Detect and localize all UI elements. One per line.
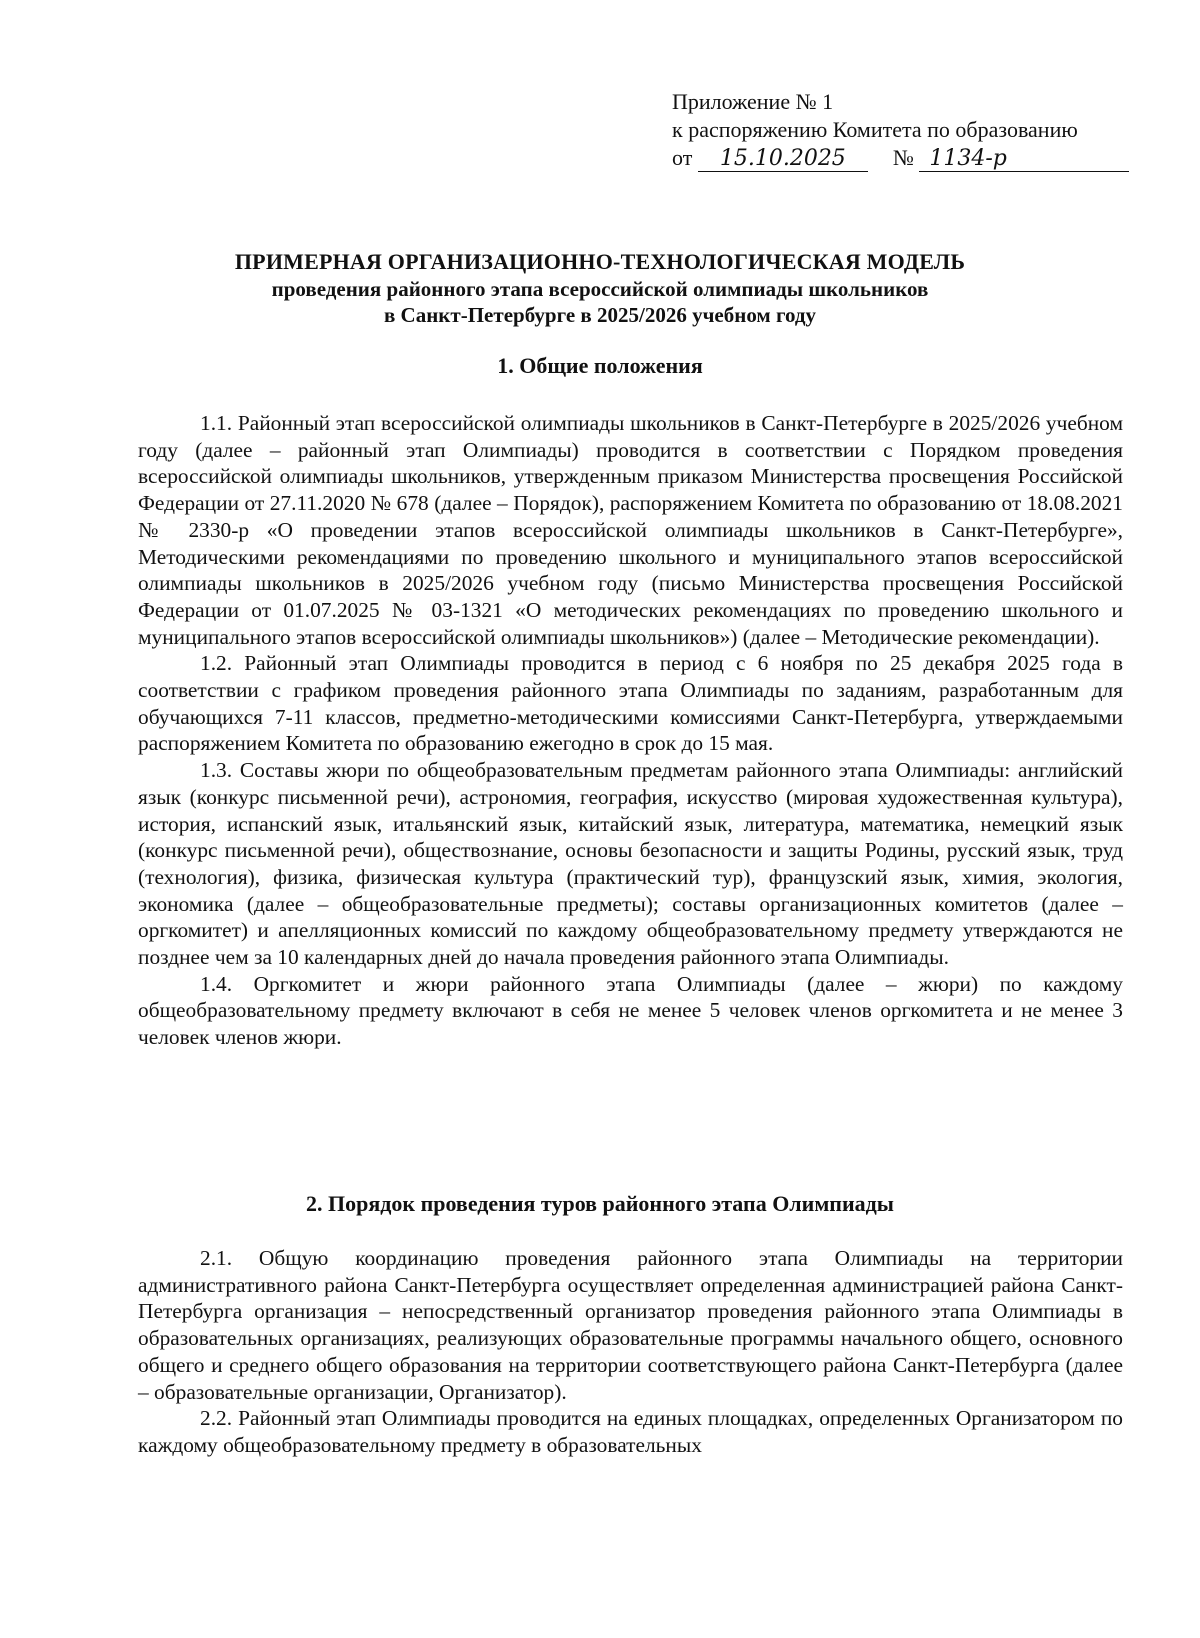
document-subtitle-2: в Санкт-Петербурге в 2025/2026 учебном году xyxy=(383,303,817,327)
paragraph-1-4: 1.4. Оргкомитет и жюри районного этапа Олимпиады (далее – жюри) по каждому общеобразовательному предмету включают в себя не менее 5 человек членов оргкомитета и не менее 3 человек членов жюри. xyxy=(138,971,1123,1050)
section-2-body xyxy=(138,1245,1123,1459)
section-1-body xyxy=(138,410,1123,1051)
paragraph-1-3: 1.3. Составы жюри по общеобразовательным предметам районного этапа Олимпиады: английский язык (конкурс письменной речи), астрономия, география, искусство (мировая художественная культура), история, испанский язык, итальянский язык, китайский язык, литература, математика, немецкий язык (конкурс письменной речи), обществознание, основы безопасности и защиты Родины, русский язык, труд (технология), физика, физическая культура (практический тур), французский язык, химия, экология, экономика (далее – общеобразовательные предметы); составы организационных комитетов (далее – оргкомитет) и апелляционных комиссий по каждому общеобразовательному предмету утверждаются не позднее чем за 10 календарных дней до начала проведения районного этапа Олимпиады. xyxy=(138,758,1123,970)
section-heading-1: 1. Общие положения xyxy=(497,353,703,378)
document-subtitle-1: проведения районного этапа всероссийской олимпиады школьников xyxy=(271,277,929,301)
paragraph-2-2: 2.2. Районный этап Олимпиады проводится на единых площадках, определенных Организатором по каждому общеобразовательному предмету в образовательных xyxy=(138,1406,1123,1457)
annex-order-ref: к распоряжению Комитета по образованию xyxy=(672,117,1078,142)
annex-from-label: от xyxy=(672,145,693,170)
annex-title: Приложение № 1 xyxy=(672,89,834,114)
paragraph-2-1: 2.1. Общую координацию проведения районного этапа Олимпиады на территории административного района Санкт-Петербурга осуществляет определенная администрацией района Санкт-Петербурга организация – непосредственный организатор проведения районного этапа Олимпиады в образовательных организациях, реализующих образовательные программы начального общего, основного общего и среднего общего образования на территории соответствующего района Санкт-Петербурга (далее – образовательные организации, Организатор). xyxy=(138,1246,1123,1404)
annex-number-sign: № xyxy=(892,145,914,170)
annex-block xyxy=(672,88,1192,172)
annex-date-number-line xyxy=(672,144,1192,172)
handwritten-date: 15.10.2025 xyxy=(698,147,868,172)
paragraph-1-1: 1.1. Районный этап всероссийской олимпиады школьников в Санкт-Петербурге в 2025/2026 учебном году (далее – районный этап Олимпиады) проводится в соответствии с Порядком проведения всероссийской олимпиады школьников, утвержденным приказом Министерства просвещения Российской Федерации от 27.11.2020 № 678 (далее – Порядок), распоряжением Комитета по образованию от 18.08.2021 № 2330-р «О проведении этапов всероссийской олимпиады школьников в Санкт-Петербурге», Методическими рекомендациями по проведению школьного и муниципального этапов всероссийской олимпиады школьников в 2025/2026 учебном году (письмо Министерства просвещения Российской Федерации от 01.07.2025 № 03-1321 «О методических рекомендациях по проведению школьного и муниципального этапов всероссийской олимпиады школьников») (далее – Методические рекомендации). xyxy=(138,411,1123,649)
document-title: ПРИМЕРНАЯ ОРГАНИЗАЦИОННО-ТЕХНОЛОГИЧЕСКАЯ МОДЕЛЬ xyxy=(234,249,966,274)
handwritten-number: 1134-р xyxy=(919,147,1129,172)
section-heading-2: 2. Порядок проведения туров районного этапа Олимпиады xyxy=(306,1191,894,1216)
paragraph-1-2: 1.2. Районный этап Олимпиады проводится в период с 6 ноября по 25 декабря 2025 года в соответствии с графиком проведения районного этапа Олимпиады по заданиям, разработанным для обучающихся 7-11 классов, предметно-методическими комиссиями Санкт-Петербурга, утверждаемыми распоряжением Комитета по образованию ежегодно в срок до 15 мая. xyxy=(138,651,1123,756)
document-title-block xyxy=(0,248,1200,328)
